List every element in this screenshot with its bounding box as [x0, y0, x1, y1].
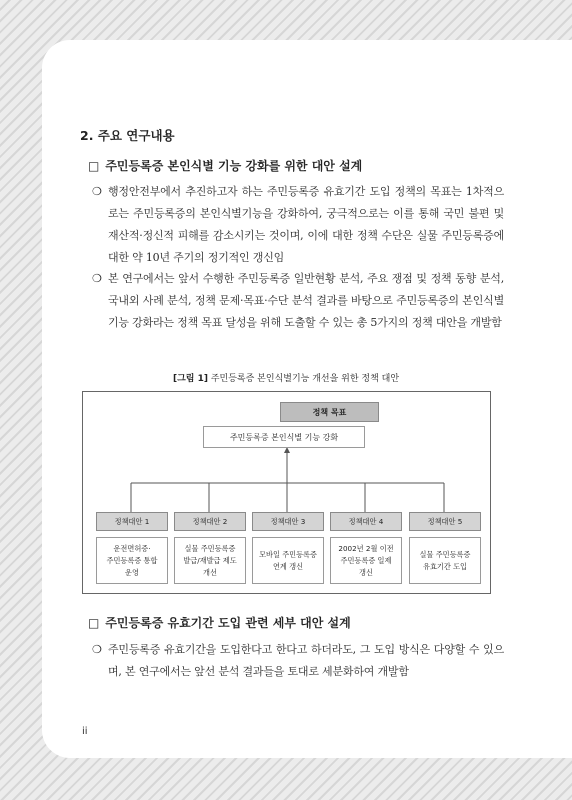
page-number: ii — [82, 726, 88, 737]
bullet-paragraph-1-text: 행정안전부에서 추진하고자 하는 주민등록증 유효기간 도입 정책의 목표는 1차적으로는 주민등록증의 본인식별기능을 강화하여, 궁극적으로는 이를 통해 국민 불편 및 재산적·정신적 피해를 감소시키는 것이며, 이에 대한 정책 수단은 실물 주민등록증에 대한 약 10년 주기의 정기적인 갱신임 — [108, 185, 504, 264]
alternative-1-header: 정책대안 1 — [96, 512, 168, 531]
square-icon: □ — [88, 616, 100, 630]
figure-caption-text: 주민등록증 본인식별기능 개선을 위한 정책 대안 — [210, 374, 400, 384]
bullet-paragraph-3-text: 주민등록증 유효기간을 도입한다고 한다고 하더라도, 그 도입 방식은 다양할 수 있으며, 본 연구에서는 앞선 분석 결과들을 토대로 세분화하여 개발함 — [108, 643, 504, 678]
subsection-title-2-text: 주민등록증 유효기간 도입 관련 세부 대안 설계 — [105, 616, 351, 630]
bullet-paragraph-1 — [92, 181, 504, 269]
goal-box: 주민등록증 본인식별 기능 강화 — [203, 426, 365, 448]
subsection-title-1-text: 주민등록증 본인식별 기능 강화를 위한 대안 설계 — [105, 159, 363, 173]
alternative-5-box: 실물 주민등록증 유효기간 도입 — [409, 537, 481, 584]
circle-bullet-icon: ❍ — [92, 185, 102, 198]
alternative-4-header: 정책대안 4 — [330, 512, 402, 531]
subsection-title-1 — [88, 157, 362, 174]
policy-alternatives-diagram — [82, 391, 491, 594]
figure-caption — [0, 371, 572, 384]
subsection-title-2 — [88, 614, 351, 631]
circle-bullet-icon: ❍ — [92, 272, 102, 285]
alternative-1-box: 운전면허증· 주민등록증 통합 운영 — [96, 537, 168, 584]
bullet-paragraph-2 — [92, 268, 504, 334]
goal-header: 정책 목표 — [280, 402, 379, 422]
alternative-2-box: 실물 주민등록증 발급/재발급 제도 개선 — [174, 537, 246, 584]
alternative-3-header: 정책대안 3 — [252, 512, 324, 531]
bullet-paragraph-3 — [92, 639, 504, 683]
alternative-4-box: 2002년 2월 이전 주민등록증 일제 갱신 — [330, 537, 402, 584]
section-title: 2. 주요 연구내용 — [80, 128, 175, 143]
circle-bullet-icon: ❍ — [92, 643, 102, 656]
figure-label: [그림 1] — [172, 374, 208, 384]
bullet-paragraph-2-text: 본 연구에서는 앞서 수행한 주민등록증 일반현황 분석, 주요 쟁점 및 정책 동향 분석, 국내외 사례 분석, 정책 문제·목표·수단 분석 결과를 바탕으로 주민등록증의 본인식별 기능 강화라는 정책 목표 달성을 위해 도출할 수 있는 총 5가지의 정책 대안을 개발함 — [108, 272, 504, 329]
alternative-2-header: 정책대안 2 — [174, 512, 246, 531]
alternative-5-header: 정책대안 5 — [409, 512, 481, 531]
alternative-3-box: 모바일 주민등록증 연계 갱신 — [252, 537, 324, 584]
square-icon: □ — [88, 159, 100, 173]
